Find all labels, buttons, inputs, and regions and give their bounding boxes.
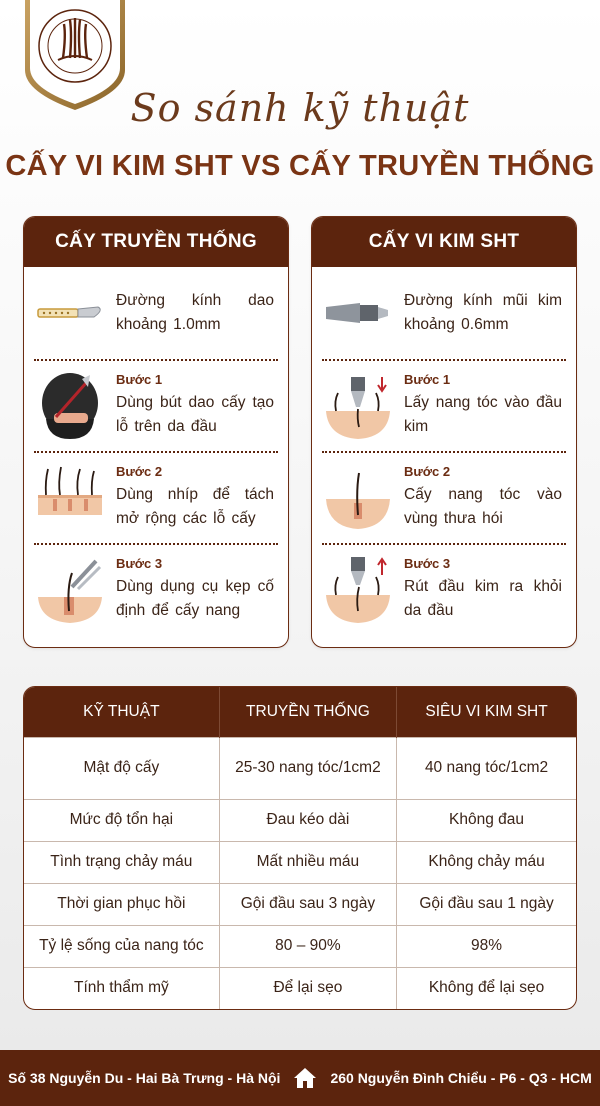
column-header: TRUYỀN THỐNG — [219, 687, 396, 737]
table-cell: Gội đầu sau 1 ngày — [397, 883, 576, 925]
table-row — [24, 799, 576, 841]
table-cell: Gội đầu sau 3 ngày — [219, 883, 396, 925]
table-cell: Tính thẩm mỹ — [24, 967, 219, 1009]
table-cell: 40 nang tóc/1cm2 — [397, 737, 576, 799]
needle-extract-icon — [322, 369, 394, 441]
sht-card-title: CẤY VI KIM SHT — [312, 217, 576, 267]
list-item — [312, 543, 576, 635]
skin-holes-icon — [34, 461, 106, 533]
address-hcm: 260 Nguyễn Đình Chiểu - P6 - Q3 - HCM — [330, 1070, 592, 1086]
forceps-implant-icon — [34, 553, 106, 625]
home-icon — [292, 1065, 318, 1091]
needle-implant-icon — [322, 461, 394, 533]
table-row — [24, 883, 576, 925]
footer-address-bar — [0, 1050, 600, 1106]
list-item — [24, 267, 288, 359]
table-cell: 80 – 90% — [219, 925, 396, 967]
comparison-table — [23, 686, 577, 1010]
row-description: Đường kính mũi kim khoảng 0.6mm — [404, 292, 562, 333]
script-heading: So sánh kỹ thuật — [130, 86, 470, 130]
needle-pen-icon — [322, 277, 394, 349]
table-row — [24, 967, 576, 1009]
table-cell: Tình trạng chảy máu — [24, 841, 219, 883]
page-title: CẤY VI KIM SHT VS CẤY TRUYỀN THỐNG — [5, 150, 595, 182]
step-label: Bước 2 — [404, 463, 451, 479]
address-hanoi: Số 38 Nguyễn Du - Hai Bà Trưng - Hà Nội — [8, 1070, 281, 1086]
table-header-row — [24, 687, 576, 737]
table-cell: Để lại sẹo — [219, 967, 396, 1009]
sht-card — [311, 216, 577, 648]
row-description: Dùng nhíp để tách mở rộng các lỗ cấy — [116, 485, 274, 527]
row-description: Dùng bút dao cấy tạo lỗ trên da đầu — [116, 393, 274, 435]
table-row — [24, 737, 576, 799]
row-description: Lấy nang tóc vào đầu kim — [404, 393, 562, 435]
list-item — [24, 359, 288, 451]
step-label: Bước 3 — [116, 555, 163, 571]
row-description: Rút đầu kim ra khỏi da đầu — [404, 577, 562, 619]
list-item — [24, 543, 288, 635]
column-header: KỸ THUẬT — [24, 687, 219, 737]
column-header: SIÊU VI KIM SHT — [397, 687, 576, 737]
table-row — [24, 925, 576, 967]
row-description: Dùng dụng cụ kẹp cố định để cấy nang — [116, 577, 274, 619]
table-cell: Tỷ lệ sống của nang tóc — [24, 925, 219, 967]
table-cell: Mất nhiều máu — [219, 841, 396, 883]
list-item — [312, 267, 576, 359]
needle-withdraw-icon — [322, 553, 394, 625]
table-cell: Không chảy máu — [397, 841, 576, 883]
traditional-card-title: CẤY TRUYỀN THỐNG — [24, 217, 288, 267]
table-cell: Mức độ tổn hại — [24, 799, 219, 841]
table-cell: Đau kéo dài — [219, 799, 396, 841]
table-cell: 25-30 nang tóc/1cm2 — [219, 737, 396, 799]
table-cell: 98% — [397, 925, 576, 967]
table-cell: Không đau — [397, 799, 576, 841]
table-cell: Mật độ cấy — [24, 737, 219, 799]
step-label: Bước 3 — [404, 555, 451, 571]
head-incision-icon — [34, 369, 106, 441]
table-cell: Thời gian phục hồi — [24, 883, 219, 925]
list-item — [312, 359, 576, 451]
step-label: Bước 1 — [404, 371, 451, 387]
row-description: Cấy nang tóc vào vùng thưa hói — [404, 485, 562, 527]
table-row — [24, 841, 576, 883]
list-item — [24, 451, 288, 543]
step-label: Bước 2 — [116, 463, 163, 479]
traditional-card — [23, 216, 289, 648]
scalpel-icon — [34, 277, 106, 349]
row-description: Đường kính dao khoảng 1.0mm — [116, 292, 274, 333]
list-item — [312, 451, 576, 543]
step-label: Bước 1 — [116, 371, 163, 387]
table-cell: Không để lại sẹo — [397, 967, 576, 1009]
